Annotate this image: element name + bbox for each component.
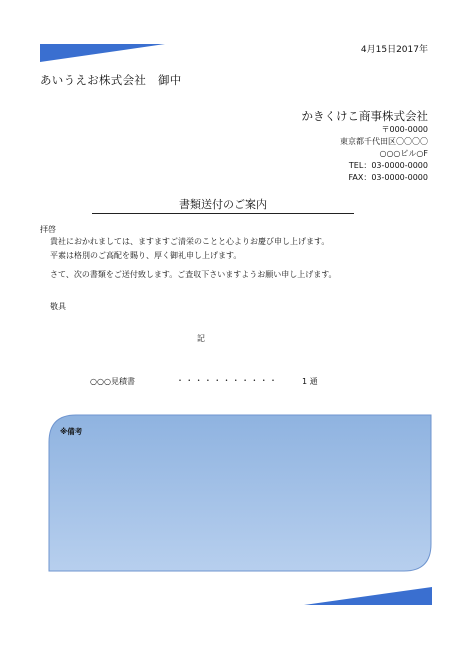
notes-box	[48, 414, 432, 572]
sender-fax: FAX：03-0000-0000	[348, 173, 428, 182]
title-underline	[92, 213, 354, 214]
sender-address: 東京都千代田区〇〇〇〇	[340, 137, 428, 146]
sender-postal: 〒000-0000	[381, 125, 428, 134]
body-line-greeting: 貴社におかれましては、ますますご清栄のことと心よりお慶び申し上げます。	[50, 237, 330, 246]
closing-salutation: 敬具	[50, 302, 66, 311]
document-date: 4月15日2017年	[360, 45, 428, 55]
body-line-enclosure: さて、次の書類をご送付致します。ご査収下さいますようお願い申し上げます。	[50, 270, 337, 279]
sender-building: ○○○ビル○F	[379, 149, 428, 158]
body-line-thanks: 平素は格別のご高配を賜り、厚く御礼申し上げます。	[50, 251, 242, 260]
notes-label: ※備考	[60, 427, 83, 436]
bottom-accent-triangle	[304, 587, 432, 605]
document-title: 書類送付のご案内	[179, 198, 267, 211]
top-accent-triangle	[40, 44, 165, 62]
opening-salutation: 拝啓	[40, 225, 56, 234]
item-quantity: 1 通	[302, 377, 318, 386]
item-name: ○○○見積書	[90, 377, 135, 386]
sender-company: かきくけこ商事株式会社	[301, 109, 428, 123]
item-leader-dots: ・・・・・・・・・・・	[176, 376, 279, 385]
recipient-name: あいうえお株式会社 御中	[40, 73, 182, 87]
sender-tel: TEL：03-0000-0000	[348, 161, 428, 170]
ki-heading: 記	[197, 334, 205, 343]
